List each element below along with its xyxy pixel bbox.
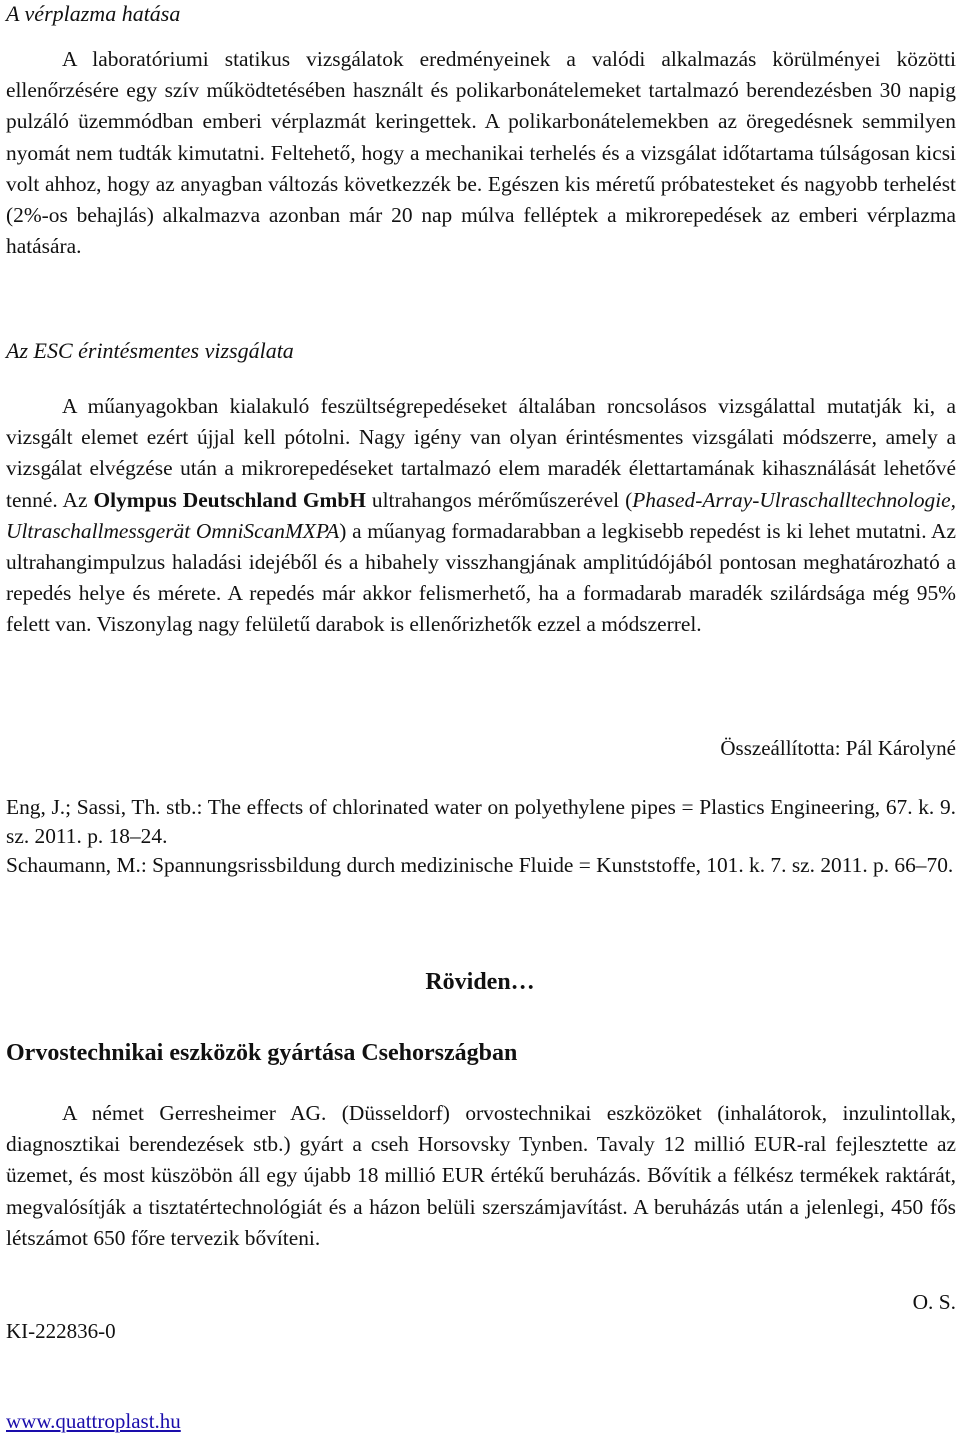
paragraph-blood-plasma: A laboratóriumi statikus vizsgálatok eredményeinek a valódi alkalmazás körülményei közötti ellenőrzésére egy szív működtetésében használt és polikarbonátelemeket tartalmazó berendezésben 30 napig pulzáló üzemmódban emberi vérplazmát keringettek. A polikarbonátelemekben az öregedésnek semmilyen nyomát nem tudták kimutatni. Feltehető, hogy a mechanikai terhelés és a vizsgálat időtartama túlságosan kicsi volt ahhoz, hogy az anyagban változás következzék be. Egészen kis méretű próbatesteket és nagyobb terhelést (2%-os behajlás) alkalmazva azonban már 20 nap múlva felléptek a mikrorepedések az emberi vérplazma hatására. — [6, 47, 956, 259]
document-code: KI-222836-0 — [6, 1319, 116, 1343]
paragraph-esc-testing — [6, 391, 956, 641]
reference-1: Eng, J.; Sassi, Th. stb.: The effects of chlorinated water on polyethylene pipes = Plastics Engineering, 67. k. 9. sz. 2011. p. 18–24. — [6, 795, 956, 848]
device-name: Phased-Array-Ulraschalltechnologie, Ultraschallmessgerät OmniScanMXPA — [6, 487, 956, 543]
esc-text-end: ) a műanyag formadarabban a legkisebb repedést is ki lehet mutatni. Az ultrahangimpulzus haladási idejéből és a hibahely visszhangjának amplitúdójából pontosan meghatározható a repedés helye és mérete. A repedés már akkor felismerhető, ha a formadarab maradék szilárdsága még 95% felett van. Viszonylag nagy felületű darabok is ellenőrizhetők ezzel a módszerrel. — [6, 518, 956, 637]
compiled-by: Összeállította: Pál Károlyné — [720, 736, 956, 760]
reference-2: Schaumann, M.: Spannungsrissbildung durch medizinische Fluide = Kunststoffe, 101. k. 7. sz. 2011. p. 66–70. — [6, 853, 954, 877]
section-heading-blood-plasma: A vérplazma hatása — [6, 1, 181, 26]
company-name: Olympus Deutschland GmbH — [93, 487, 366, 512]
article-title: Orvostechnikai eszközök gyártása Csehországban — [6, 1040, 518, 1066]
author-initials: O. S. — [912, 1290, 956, 1314]
esc-text-start: A műanyagokban kialakuló feszültségrepedéseket általában roncsolásos vizsgálattal mutatják ki, a vizsgált elemet ezért újjal kell pótolni. Nagy igény van olyan érintésmentes vizsgálati módszerre, amely a vizsgálat elvégzése után a mikrorepedéseket tartalmazó elem maradék élettartamának kihasználását lehetővé tenné. Az — [6, 394, 956, 512]
footer-website-link[interactable]: www.quattroplast.hu — [6, 1409, 181, 1433]
paragraph-short-news: A német Gerresheimer AG. (Düsseldorf) orvostechnikai eszközöket (inhalátorok, inzulintollak, diagnosztikai berendezések stb.) gyárt a cseh Horsovsky Tynben. Tavaly 12 millió EUR-ral fejlesztette az üzemet, és most küszöbön áll egy újabb 18 millió EUR értékű beruházás. Bővítik a félkész termékek raktárát, megvalósítják a tisztatértechnológiát és a házon belüli szerszámjavítást. A beruházás után a jelenlegi, 450 fős létszámot 650 főre tervezik bővíteni. — [6, 1101, 956, 1250]
section-title-short-news: Röviden… — [425, 969, 535, 995]
section-heading-esc-testing: Az ESC érintésmentes vizsgálata — [6, 338, 294, 363]
footer-link-wrapper — [6, 1409, 956, 1434]
esc-text-mid: ultrahangos mérőműszerével ( — [365, 487, 633, 512]
